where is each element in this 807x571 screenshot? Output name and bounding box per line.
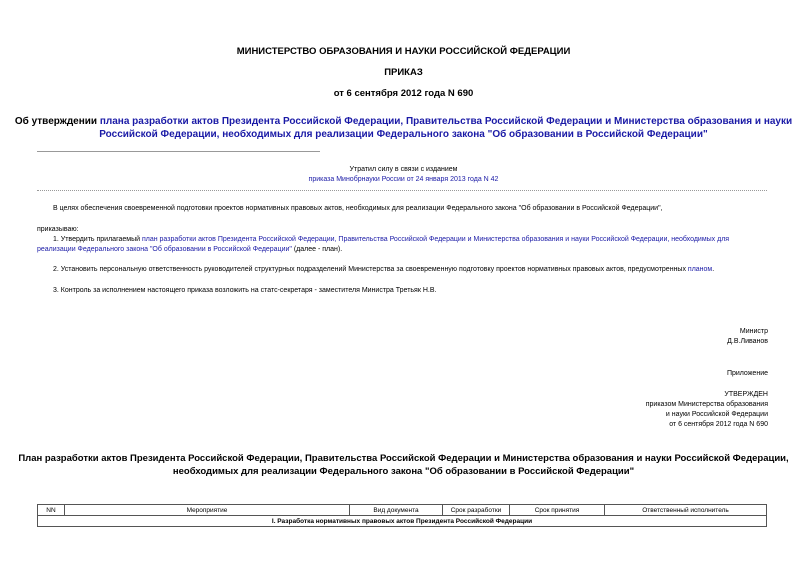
item-1-start: 1. Утвердить прилагаемый bbox=[53, 236, 142, 243]
repeal-order-link[interactable]: приказа Минобрнауки России от 24 января 2013 года N 42 bbox=[308, 176, 499, 183]
plan-table bbox=[37, 504, 767, 527]
plan-title-line-1: План разработки актов Президента Российской Федерации, Правительства Российской Федерации и Министерства образования и науки Российской Федерации, bbox=[18, 453, 789, 464]
col-header-doc-type: Вид документа bbox=[350, 505, 443, 516]
ministry-heading: МИНИСТЕРСТВО ОБРАЗОВАНИЯ И НАУКИ РОССИЙСКОЙ ФЕДЕРАЦИИ bbox=[236, 46, 571, 57]
divider-dotted bbox=[37, 190, 767, 191]
item-2-start: 2. Установить персональную ответственность руководителей структурных подразделений Министерства за своевременную подготовку проектов нормативных правовых актов, предусмотренных bbox=[53, 266, 688, 273]
order-title bbox=[0, 115, 807, 141]
order-date: от 6 сентября 2012 года N 690 bbox=[333, 88, 474, 99]
document-type: ПРИКАЗ bbox=[384, 67, 423, 78]
appendix-label: Приложение bbox=[726, 370, 768, 377]
col-header-responsible: Ответственный исполнитель bbox=[605, 505, 767, 516]
divider-top bbox=[37, 151, 320, 152]
approved-line-3: от 6 сентября 2012 года N 690 bbox=[669, 421, 768, 428]
approved-label: УТВЕРЖДЕН bbox=[724, 391, 768, 398]
plan-link[interactable]: план разработки актов Президента Российской Федерации, Правительства Российской Федерации и Министерства образования и науки Российской Федерации, необходимых для bbox=[141, 236, 730, 243]
plan-link-cont[interactable]: реализации Федерального закона "Об образовании в Российской Федерации" bbox=[37, 246, 292, 253]
status-line: Утратил силу в связи с изданием bbox=[349, 166, 458, 173]
approved-line-1: приказом Министерства образования bbox=[645, 401, 768, 408]
order-title-prefix: Об утверждении bbox=[14, 116, 100, 127]
item-2-end: . bbox=[712, 266, 715, 273]
item-1 bbox=[37, 235, 770, 255]
table-header-row bbox=[38, 505, 767, 516]
signature-name: Д.В.Ливанов bbox=[727, 338, 768, 345]
item-3: 3. Контроль за исполнением настоящего приказа возложить на статс-секретаря - заместителя Министра Третьяк Н.В. bbox=[53, 287, 437, 294]
col-header-nn: NN bbox=[38, 505, 65, 516]
section-heading: I. Разработка нормативных правовых актов Президента Российской Федерации bbox=[38, 516, 767, 527]
order-word: приказываю: bbox=[37, 226, 79, 233]
item-1-end: (далее - план). bbox=[291, 246, 343, 253]
order-title-link-cont[interactable]: Российской Федерации, необходимых для реализации Федерального закона "Об образовании в Российской Федерации" bbox=[99, 129, 708, 140]
plan-title-line-2: необходимых для реализации Федерального закона "Об образовании в Российской Федерации" bbox=[172, 466, 635, 477]
item-2 bbox=[53, 265, 714, 275]
plan-title bbox=[0, 452, 807, 478]
approved-line-2: и науки Российской Федерации bbox=[665, 411, 768, 418]
plan-ref-link[interactable]: планом bbox=[687, 266, 713, 273]
table-row bbox=[38, 516, 767, 527]
signature-position: Министр bbox=[739, 328, 768, 335]
col-header-adopt-term: Срок принятия bbox=[510, 505, 605, 516]
col-header-dev-term: Срок разработки bbox=[443, 505, 510, 516]
preamble: В целях обеспечения своевременной подготовки проектов нормативных правовых актов, необходимых для реализации Федерального закона "Об образовании в Российской Федерации", bbox=[53, 205, 663, 212]
col-header-activity: Мероприятие bbox=[65, 505, 350, 516]
order-title-link[interactable]: плана разработки актов Президента Российской Федерации, Правительства Российской Федерации и Министерства образования и науки bbox=[99, 116, 793, 127]
